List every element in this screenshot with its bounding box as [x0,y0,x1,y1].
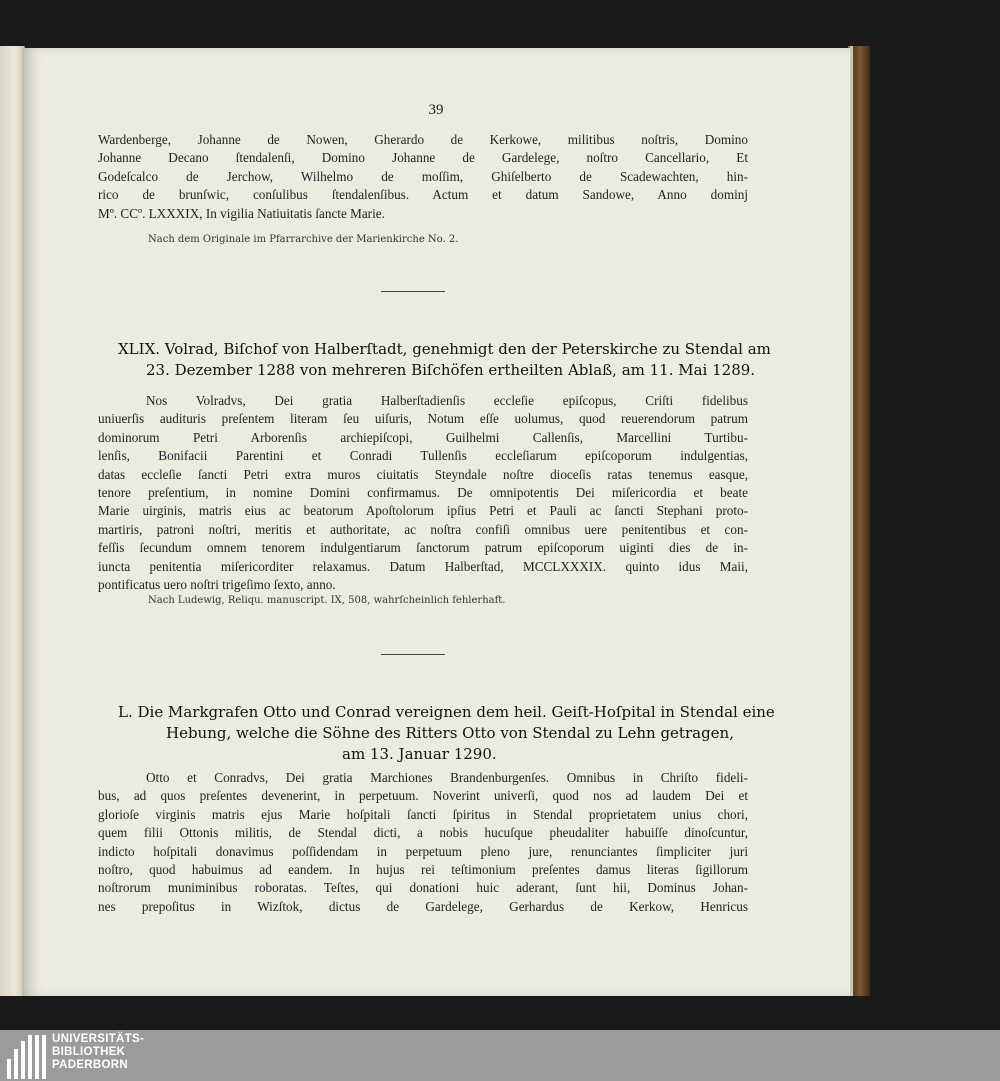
document-50-heading [118,702,775,765]
text-line: tenore preſentium, in nomine Domini confirmamus. De omnipotentis Dei miſericordia et beate [98,485,748,501]
footer-bar [0,1030,1000,1081]
library-logo-text[interactable] [52,1033,144,1072]
section-divider [381,291,445,292]
book-cover-edge [848,46,870,996]
heading-line: am 13. Januar 1290. [342,745,497,763]
section-divider [381,654,445,655]
text-line: nes prepoſitus in Wizſtok, dictus de Gardelege, Gerhardus de Kerkow, Henricus [98,898,748,914]
source-note: Nach dem Originale im Pfarrarchive der Marienkirche No. 2. [148,234,459,245]
text-line: noſtrorum muniminibus roboratas. Teſtes, qui donationi huic aderant, ſunt hii, Dominus Johan- [98,880,748,896]
text-line: datas eccleſie ſancti Petri extra muros ciuitatis Steyndale noſtre dioceſis ratas tenemus easque, [98,466,748,482]
text-line: Mº. CCº. LXXXIX, In vigilia Natiuitatis ſancte Marie. [98,205,385,221]
heading-line: XLIX. Volrad, Biſchof von Halberſtadt, genehmigt den der Peterskirche zu Stendal am [118,340,771,358]
text-line: pontificatus uero noſtri trigeſimo ſexto, anno. [98,577,336,593]
text-line: Marie uirginis, matris eius ac beatorum Apoſtolorum ipſius Petri et Pauli ac ſancti Stephani proto- [98,503,748,519]
text-line: martiris, patroni noſtri, meritis et authoritate, ac noſtra confiſi omnibus uere penitentibus et con- [98,521,748,537]
text-line: dominorum Petri Arborenſis archiepiſcopi, Guilhelmi Callenſis, Marcellini Turtibu- [98,429,748,445]
library-bars-icon [5,1035,47,1079]
text-line: Nos Volradvs, Dei gratia Halberſtadienſis eccleſie epiſcopus, Criſti fidelibus [146,393,748,408]
page-number: 39 [428,102,444,118]
text-line: noſtro, quod habuimus ad eandem. In hujus rei teſtimonium preſentes damus literas ſigillorum [98,862,748,878]
text-line: feſſis ſecundum omnem tenorem indulgentiarum ſanctorum patrum epiſcoporum uiginti dies de in- [98,540,748,556]
text-line: lenſis, Bonifacii Parentini et Conradi Tullenſis eccleſiarum epiſcoporum indulgentias, [98,448,748,464]
document-49-heading [118,339,771,381]
source-note: Nach Ludewig, Reliqu. manuscript. IX, 508, wahrſcheinlich fehlerhaft. [148,595,506,606]
logo-line: PADERBORN [52,1059,128,1071]
text-line: Wardenberge, Johanne de Nowen, Gherardo de Kerkowe, militibus noſtris, Domino [98,132,748,147]
document-49-text [98,392,748,594]
text-line: glorioſe virginis matris ejus Marie hoſpitali ſancti ſpiritus in Stendal proprietatem unius chori, [98,806,748,822]
text-line: rico de brunſwic, conſulibus ſtendalenſibus. Actum et datum Sandowe, Anno dominj [98,187,748,203]
text-line: iuncta penitentia miſericorditer relaxamus. Datum Halberſtad, MCCLXXXIX. quinto idus Maii, [98,558,748,574]
text-line: Otto et Conradvs, Dei gratia Marchiones Brandenburgenſes. Omnibus in Chriſto fideli- [146,770,748,785]
text-line: quem filii Ottonis militis, de Stendal dicti, a nobis hucuſque pheudaliter habuiſſe dinoſcuntur, [98,825,748,841]
text-line: indicto hoſpitali donavimus poſſidendam in perpetuum pleno jure, renunciantes ſimpliciter juri [98,843,748,859]
heading-line: L. Die Markgrafen Otto und Conrad vereignen dem heil. Geiſt-Hoſpital in Stendal eine [118,703,775,721]
text-line: bus, ad quos preſentes devenerint, in perpetuum. Noverint univerſi, quod nos ad laudem Dei et [98,788,748,804]
logo-line: BIBLIOTHEK [52,1046,126,1058]
heading-line: 23. Dezember 1288 von mehreren Biſchöfen ertheilten Ablaß, am 11. Mai 1289. [146,361,756,379]
text-line: Johanne Decano ſtendalenſi, Domino Johanne de Gardelege, noſtro Cancellario, Et [98,150,748,166]
book-page [22,48,850,996]
text-line: Godeſcalco de Jerchow, Wilhelmo de moſſim, Ghiſelberto de Scadewachten, hin- [98,168,748,184]
heading-line: Hebung, welche die Söhne des Ritters Otto von Stendal zu Lehn getragen, [166,724,734,742]
text-line: uniuerſis audituris preſentem literam ſeu uiſuris, Notum eſſe uolumus, quod reuerendorum patrum [98,411,748,427]
document-48-text [98,131,748,223]
logo-line: UNIVERSITÄTS- [52,1033,145,1045]
document-50-text [98,769,748,916]
